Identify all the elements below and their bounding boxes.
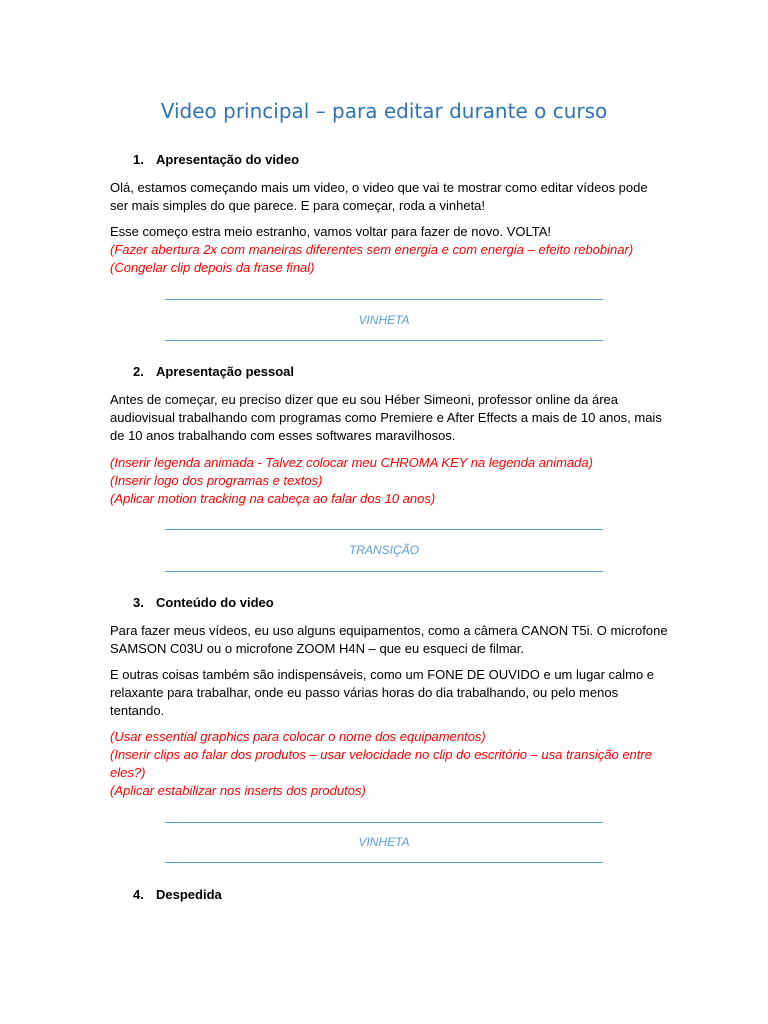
editing-note: (Aplicar motion tracking na cabeça ao falar dos 10 anos) xyxy=(110,491,436,506)
paragraph xyxy=(110,391,660,445)
editing-note: (Congelar clip depois da frase final) xyxy=(110,260,315,275)
section-number: 4. xyxy=(133,887,144,902)
paragraph-line: relaxante para trabalhar, onde eu passo várias horas do dia trabalhando, ou pelo menos xyxy=(110,685,619,700)
paragraph-line: de 10 anos trabalhando com esses softwares maravilhosos. xyxy=(110,428,456,443)
editing-notes xyxy=(110,454,660,508)
paragraph xyxy=(110,179,660,215)
paragraph xyxy=(110,666,660,720)
section-number: 3. xyxy=(133,595,144,610)
section-title: Apresentação pessoal xyxy=(156,364,295,379)
divider-rule xyxy=(165,299,603,300)
paragraph xyxy=(110,622,668,658)
section-title: Conteúdo do video xyxy=(156,595,274,610)
divider-rule xyxy=(165,862,603,863)
paragraph-line: Esse começo estra meio estranho, vamos voltar para fazer de novo. VOLTA! xyxy=(110,224,551,239)
editing-note: (Fazer abertura 2x com maneiras diferentes sem energia e com energia – efeito rebobinar) xyxy=(110,242,634,257)
divider-label-transicao: TRANSIÇÃO xyxy=(348,543,419,557)
editing-note: (Aplicar estabilizar nos inserts dos produtos) xyxy=(110,783,366,798)
editing-note: eles?) xyxy=(110,765,146,780)
paragraph-line: Olá, estamos começando mais um video, o video que vai te mostrar como editar vídeos pode xyxy=(110,180,648,195)
editing-notes xyxy=(110,728,660,800)
section-heading-apresentacao-pessoal xyxy=(133,363,294,381)
divider-rule xyxy=(165,571,603,572)
section-heading-despedida xyxy=(133,886,222,904)
editing-note: (Inserir logo dos programas e textos) xyxy=(110,473,323,488)
divider-rule xyxy=(165,822,603,823)
paragraph-line: audiovisual trabalhando com programas como Premiere e After Effects a mais de 10 anos, mais xyxy=(110,410,662,425)
paragraph-line: E outras coisas também são indispensáveis, como um FONE DE OUVIDO e um lugar calmo e xyxy=(110,667,655,682)
section-heading-conteudo-video xyxy=(133,594,274,612)
paragraph-line: SAMSON C03U ou o microfone ZOOM H4N – que eu esqueci de filmar. xyxy=(110,641,525,656)
section-number: 2. xyxy=(133,364,144,379)
section-heading-apresentacao-video xyxy=(133,151,299,169)
paragraph xyxy=(110,223,660,277)
editing-note: (Inserir legenda animada - Talvez colocar meu CHROMA KEY na legenda animada) xyxy=(110,455,593,470)
paragraph-line: ser mais simples do que parece. E para começar, roda a vinheta! xyxy=(110,198,486,213)
section-title: Despedida xyxy=(156,887,222,902)
section-title: Apresentação do video xyxy=(156,152,300,167)
divider-label-vinheta: VINHETA xyxy=(358,835,410,849)
section-number: 1. xyxy=(133,152,144,167)
editing-note: (Inserir clips ao falar dos produtos – usar velocidade no clip do escritório – usa transição entre xyxy=(110,747,652,762)
paragraph-line: tentando. xyxy=(110,703,165,718)
paragraph-line: Para fazer meus vídeos, eu uso alguns equipamentos, como a câmera CANON T5i. O microfone xyxy=(110,623,668,638)
divider-label-vinheta: VINHETA xyxy=(358,313,410,327)
divider-rule xyxy=(165,529,603,530)
editing-note: (Usar essential graphics para colocar o nome dos equipamentos) xyxy=(110,729,486,744)
divider-rule xyxy=(165,340,603,341)
document-title: Video principal – para editar durante o curso xyxy=(160,99,608,123)
paragraph-line: Antes de começar, eu preciso dizer que eu sou Héber Simeoni, professor online da área xyxy=(110,392,619,407)
